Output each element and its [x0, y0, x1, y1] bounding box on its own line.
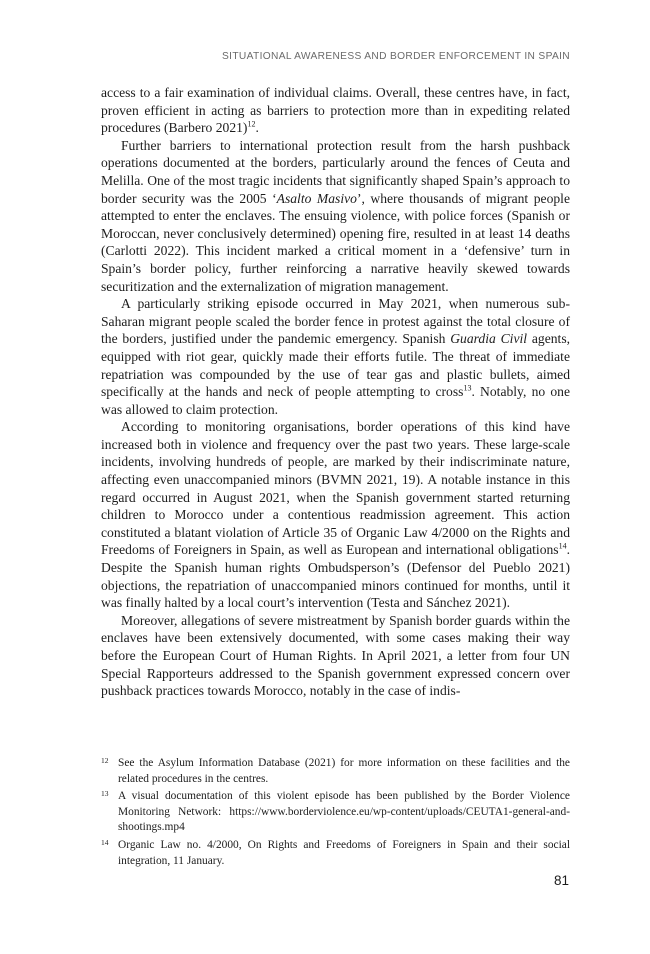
- emphasis: Asalto Masivo: [276, 190, 357, 206]
- emphasis: Guardia Civil: [450, 331, 528, 347]
- footnote-text: See the Asylum Information Database (2021) for more information on these facilities and the related procedures in the centres.: [118, 757, 570, 785]
- footnote-mark: 13: [101, 789, 109, 799]
- page-number: 81: [553, 873, 569, 888]
- paragraph: access to a fair examination of individual claims. Overall, these centres have, in fact, proven efficient in acting as barriers to protection more than in expediting related procedures (Barbero 2021)$^{12}$.: [101, 85, 570, 136]
- footnote: [101, 838, 570, 869]
- footnotes: [101, 756, 570, 871]
- footnote-ref[interactable]: 12: [247, 119, 256, 129]
- paragraph: According to monitoring organisations, border operations of this kind have increased both in violence and frequency over the past two years. These large-scale incidents, involving hundreds of people, are marked by their indiscriminate nature, affecting even unaccompanied minors (BVMN 2021, 19). A notable instance in this regard occurred in August 2021, when the Spanish government started returning children to Morocco under a contentious readmission agreement. This action constituted a blatant violation of Article 35 of Organic Law 4/2000 on the Rights and Freedoms of Foreigners in Spain, as well as European and international obligations$^{14}$. Despite the Spanish human rights Ombudsperson’s (Defensor del Pueblo 2021) objections, the repatriation of unaccompanied minors continued for months, until it was finally halted by a local court’s intervention (Testa and Sánchez 2021).: [101, 419, 570, 611]
- footnote-text: Organic Law no. 4/2000, On Rights and Freedoms of Foreigners in Spain and their social integration, 11 January.: [118, 838, 570, 867]
- footnote-mark: 12: [101, 756, 109, 765]
- footnote-ref[interactable]: 14: [558, 541, 567, 551]
- footnote-ref[interactable]: 13: [463, 383, 472, 393]
- footnote: [101, 789, 570, 836]
- footnote-text[interactable]: A visual documentation of this violent episode has been published by the Border Violence Monitoring Network: https://www.borderviolence.eu/wp-content/uploads/CEUTA1-general-and-shootings.mp4: [118, 790, 570, 834]
- footnote: [101, 756, 570, 787]
- paragraph: Moreover, allegations of severe mistreatment by Spanish border guards within the enclaves have been extensively documented, with some cases making their way before the European Court of Human Rights. In April 2021, a letter from four UN Special Rapporteurs addressed to the Spanish government expressed concern over pushback practices towards Morocco, notably in the case of indis-: [101, 612, 570, 699]
- footnote-mark: 14: [101, 837, 109, 847]
- paragraph: A particularly striking episode occurred in May 2021, when numerous sub-Saharan migrant people scaled the border fence in protest against the total closure of the borders, justified under the pandemic emergency. Spanish Guardia Civil agents, equipped with riot gear, quickly made their efforts futile. The threat of immediate repatriation was compounded by the use of tear gas and plastic bullets, aimed specifically at the hands and neck of people attempting to cross$^{13}$. Notably, no one was allowed to claim protection.: [101, 296, 571, 417]
- running-head: SITUATIONAL AWARENESS AND BORDER ENFORCEMENT IN SPAIN: [222, 51, 570, 62]
- body-text: [101, 84, 570, 700]
- paragraph: Further barriers to international protection result from the harsh pushback operations documented at the borders, particularly around the fences of Ceuta and Melilla. One of the most tragic incidents that significantly shaped Spain’s approach to border security was the 2005 ‘Asalto Masivo’, where thousands of migrant people attempted to enter the enclaves. The ensuing violence, with police forces (Spanish or Moroccan, never conclusively determined) opening fire, resulted in at least 14 deaths (Carlotti 2022). This incident marked a critical moment in a ‘defensive’ turn in Spain’s border policy, further reinforcing a narrative heavily skewed towards securitization and the externalization of migration management.: [101, 137, 570, 294]
